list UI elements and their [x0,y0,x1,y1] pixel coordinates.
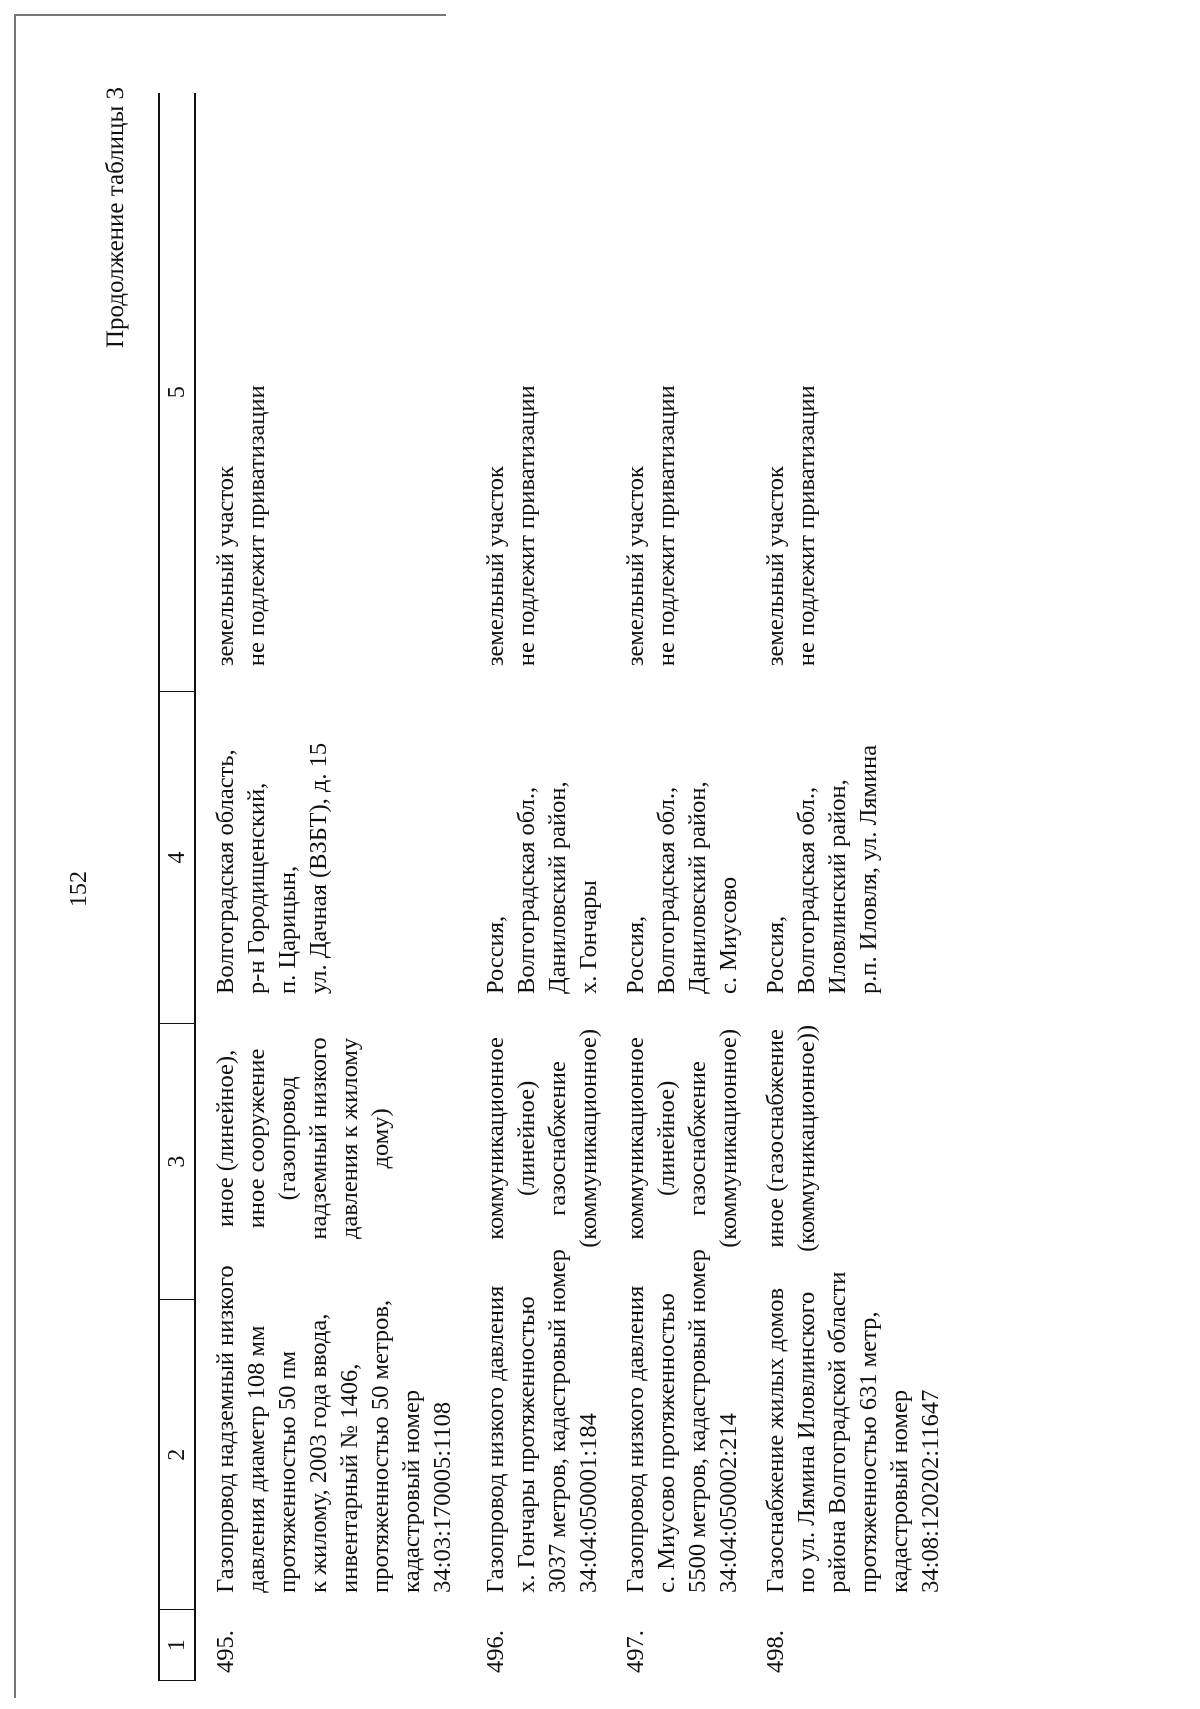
object-address-line: Волгоградская область, [212,749,239,994]
object-description-line: района Волгоградской области [824,1271,851,1593]
object-address-line: Волгоградская обл., [653,786,680,994]
object-description-line: кадастровый номер [886,1389,913,1593]
object-description-line: 3037 метров, кадастровый номер [544,1249,571,1593]
object-description-line: 34:08:120202:11647 [917,1389,944,1593]
object-description-line: по ул. Лямина Иловлинского [793,1291,820,1593]
object-type-line: (коммуникационное) [575,1029,602,1248]
object-description-line: Газопровод низкого давления [622,1285,649,1593]
privatization-note-line: земельный участок [622,466,649,667]
header-col-1: 1 [160,1610,194,1681]
row-number-line: 498. [762,1630,789,1673]
row-number [620,1601,744,1681]
object-type [210,1002,458,1277]
object-description [480,1249,604,1601]
row-number-line: 496. [482,1630,509,1673]
object-address [760,674,946,1002]
object-type-line: иное (линейное), [212,1049,239,1227]
privatization-note [620,93,744,674]
object-address-line: Волгоградская обл., [793,786,820,994]
object-type-line: иное сооружение [243,1048,270,1229]
privatization-note-line: не подлежит приватизации [243,385,270,667]
privatization-note-line: земельный участок [762,466,789,667]
object-address-line: Даниловский район, [544,781,571,994]
object-description-line: Газоснабжение жилых домов [762,1287,789,1593]
object-address-line: р-н Городищенский, [243,782,270,994]
object-type-line: (линейное) [653,1080,680,1197]
privatization-note [760,93,946,674]
object-type-line: иное (газоснабжение [762,1029,789,1248]
table-row [620,93,744,1681]
object-type [620,1002,744,1277]
object-description-line: 5500 метров, кадастровый номер [684,1249,711,1593]
object-description-line: протяженностью 631 метр, [855,1311,882,1593]
row-number-line: 495. [212,1630,239,1673]
rotated-content [0,69,1140,1709]
object-address-line: Россия, [762,915,789,994]
object-description-line: к жилому, 2003 года ввода, [305,1313,332,1593]
object-description-line: 34:04:050001:184 [575,1413,602,1593]
privatization-note-line: земельный участок [212,466,239,667]
table-header-row [158,93,196,1681]
object-type-line: коммуникационное [622,1037,649,1240]
object-type-line: давления к жилому [336,1037,363,1239]
object-type-line: газоснабжение [544,1061,571,1216]
header-col-5: 5 [160,93,194,692]
table-body [210,93,946,1681]
continuation-label: Продолжение таблицы 3 [102,87,129,349]
privatization-note [210,93,458,674]
header-col-3: 3 [160,1024,194,1300]
object-description-line: давления диаметр 108 мм [243,1325,270,1593]
table-row [760,93,946,1681]
object-description-line: 34:04:050002:214 [715,1413,742,1593]
object-address-line: р.п. Иловля, ул. Лямина [855,744,882,994]
privatization-note-line: не подлежит приватизации [793,385,820,667]
object-description-line: х. Гончары протяженностью [513,1296,540,1593]
object-type-line: (линейное) [513,1080,540,1197]
object-type [480,1002,604,1277]
object-address-line: Россия, [622,915,649,994]
object-description [760,1271,946,1601]
object-address [620,674,744,1002]
object-description-line: протяженностью 50 метров, [367,1299,394,1593]
object-type-line: (коммуникационное)) [793,1024,820,1252]
object-type [760,1002,946,1277]
object-address-line: х. Гончары [575,880,602,994]
object-address-line: Иловлинский район, [824,779,851,994]
table-row [210,93,458,1681]
object-type-line: коммуникационное [482,1037,509,1240]
object-description-line: протяженностью 50 пм [274,1350,301,1593]
privatization-note-line: не подлежит приватизации [513,385,540,667]
object-type-line: надземный низкого [305,1037,332,1240]
object-address-line: п. Царицын, [274,865,301,994]
object-description-line: кадастровый номер [398,1389,425,1593]
object-address-line: Волгоградская обл., [513,786,540,994]
object-address [480,674,604,1002]
object-description-line: с. Миусово протяженностью [653,1293,680,1593]
object-address-line: ул. Дачная (ВЗБТ), д. 15 [305,742,332,994]
header-col-4: 4 [160,692,194,1024]
object-description-line: Газопровод надземный низкого [212,1265,239,1593]
object-address-line: с. Миусово [715,876,742,994]
row-number [760,1601,946,1681]
row-number [480,1601,604,1681]
row-number [210,1601,458,1681]
object-type-line: (коммуникационное) [715,1029,742,1248]
data-table [158,93,946,1681]
object-description-line: Газопровод низкого давления [482,1285,509,1593]
object-type-line: (газопровод [274,1076,301,1201]
object-type-line: газоснабжение [684,1061,711,1216]
object-description-line: инвентарный № 1406, [336,1363,363,1593]
row-number-line: 497. [622,1630,649,1673]
object-address-line: Даниловский район, [684,781,711,994]
table-row [480,93,604,1681]
object-address [210,674,458,1002]
object-description-line: 34:03:170005:1108 [429,1401,456,1593]
page-number: 152 [66,871,92,907]
object-description [210,1265,458,1601]
privatization-note [480,93,604,674]
object-description [620,1249,744,1601]
privatization-note-line: земельный участок [482,466,509,667]
header-col-2: 2 [160,1300,194,1610]
object-type-line: дому) [367,1108,394,1169]
object-address-line: Россия, [482,915,509,994]
privatization-note-line: не подлежит приватизации [653,385,680,667]
